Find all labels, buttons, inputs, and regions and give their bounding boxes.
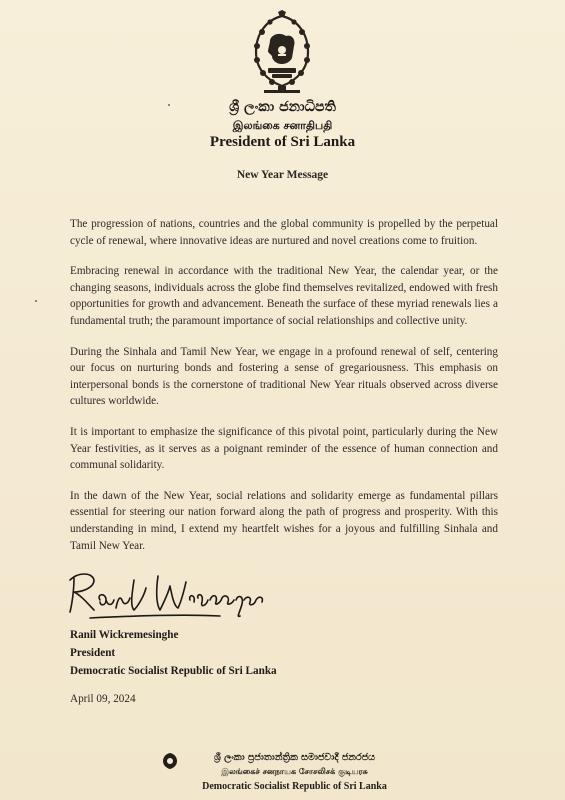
message-subject: New Year Message xyxy=(236,169,329,181)
signatory-name: Ranil Wickremesinghe xyxy=(70,629,179,641)
signatory-block xyxy=(70,626,370,680)
footer-line-sinhala: ශ්‍රී ලංකා ප්‍රජාතාන්ත්‍රික සමාජවාදී ජනරජය xyxy=(213,752,376,763)
paper-speck xyxy=(35,300,37,302)
national-emblem-icon xyxy=(248,10,316,94)
signatory-organization: Democratic Socialist Republic of Sri Lanka xyxy=(70,665,277,677)
footer-line-tamil: இலங்கைச் சனநாயக சோசலிசக் குடியரசு xyxy=(221,767,368,776)
header-title-tamil: இலங்கை சனாதிபதி xyxy=(232,119,333,132)
header-title-english: President of Sri Lanka xyxy=(209,134,356,150)
letter-date: April 09, 2024 xyxy=(70,693,136,705)
paragraph: It is important to emphasize the significance of this pivotal point, particularly during the New Year festivities, as it serves as a poignant reminder of the essence of human connection and communal solidarity. xyxy=(70,425,498,472)
handwritten-signature xyxy=(60,560,290,628)
paragraph: The progression of nations, countries and the global community is propelled by the perpetual cycle of renewal, where innovative ideas are nurtured and novel creations come to fruition. xyxy=(70,218,498,247)
paragraph: Embracing renewal in accordance with the traditional New Year, the calendar year, or the changing seasons, individuals across the globe find themselves revitalized, endowed with fresh opportunities for growth and advancement. Beneath the surface of these myriad renewals lies a fundamental truth; the paramount importance of social relationships and collective unity. xyxy=(70,265,498,327)
paper-speck xyxy=(168,104,170,106)
footer-line-english: Democratic Socialist Republic of Sri Lanka xyxy=(202,781,387,792)
paragraph: In the dawn of the New Year, social relations and solidarity emerge as fundamental pillars essential for steering our nation forward along the path of progress and prosperity. With this understanding in mind, I extend my heartfelt wishes for a joyous and fulfilling Sinhala and Tamil New Year. xyxy=(70,489,498,552)
message-body xyxy=(70,216,498,568)
header-title-sinhala: ශ්‍රී ලංකා ජනාධිපති xyxy=(229,99,336,115)
signatory-title: President xyxy=(70,647,116,659)
paragraph: During the Sinhala and Tamil New Year, we engage in a profound renewal of self, centering our focus on nurturing bonds and fostering a sense of gregariousness. This emphasis on interpersonal bonds is the cornerstone of traditional New Year rituals observed across diverse cultures worldwide. xyxy=(70,345,498,408)
